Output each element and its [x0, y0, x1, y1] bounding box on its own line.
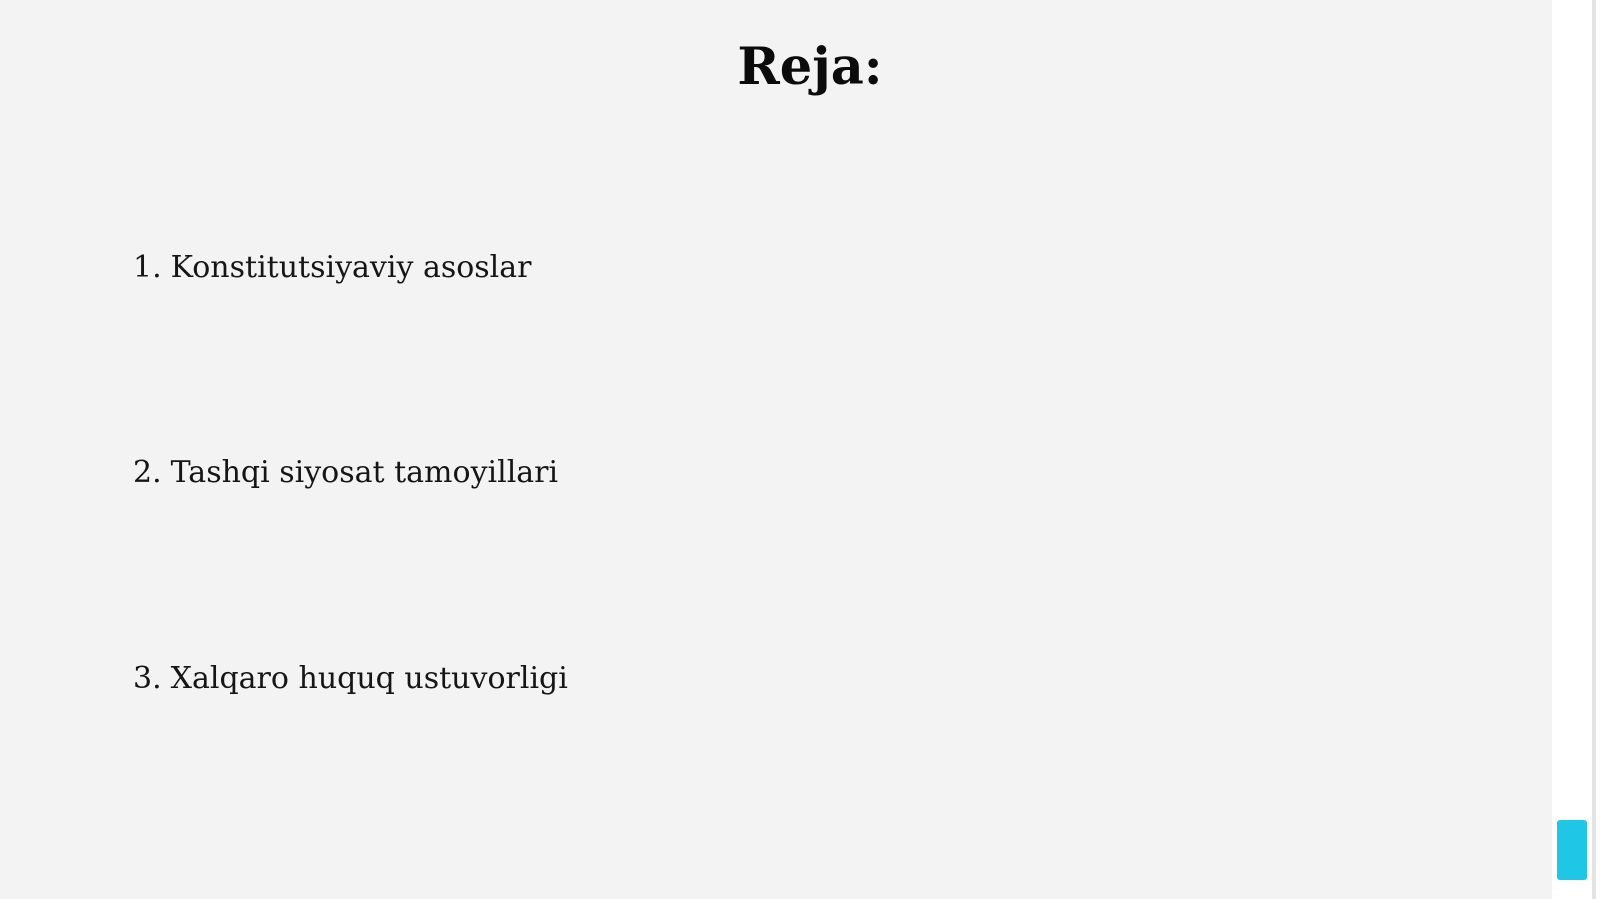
- slide-title: Reja:: [737, 37, 883, 97]
- plan-item-number: 1.: [133, 250, 162, 285]
- plan-item-3: [133, 661, 568, 697]
- plan-item-number: 3.: [133, 661, 162, 696]
- scrollbar-track[interactable]: [1552, 0, 1600, 899]
- plan-item-label: Xalqaro huquq ustuvorligi: [170, 661, 568, 696]
- plan-item-1: [133, 250, 532, 286]
- plan-item-label: Konstitutsiyaviy asoslar: [170, 250, 532, 285]
- plan-item-label: Tashqi siyosat tamoyillari: [170, 455, 559, 490]
- scrollbar-thumb[interactable]: [1557, 820, 1587, 880]
- plan-item-2: [133, 455, 558, 491]
- plan-item-number: 2.: [133, 455, 162, 490]
- scrollbar-edge: [1592, 0, 1596, 899]
